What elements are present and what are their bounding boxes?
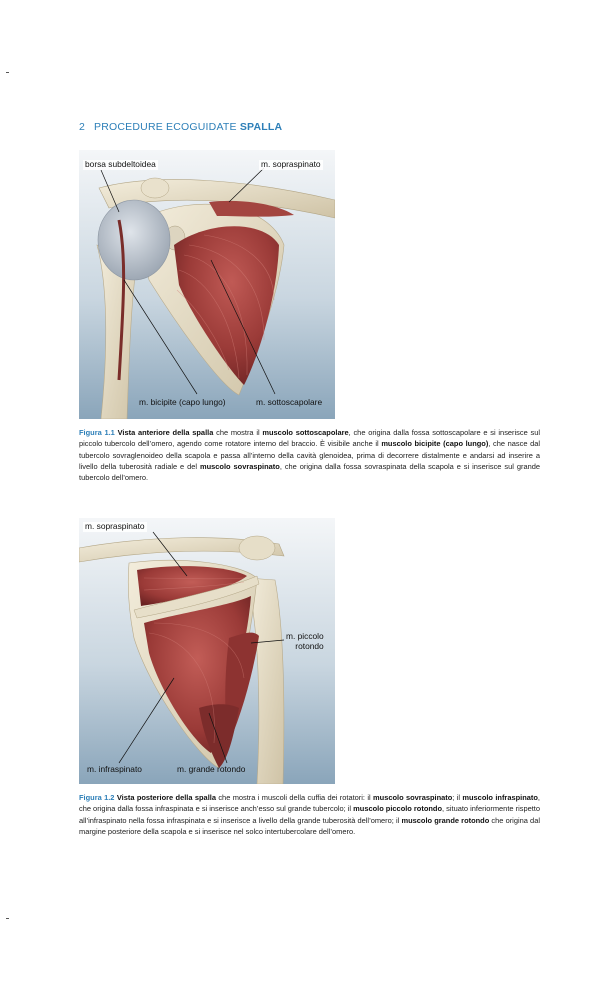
figure2-caption-run: ; il	[452, 793, 463, 802]
page-number: 2	[79, 121, 86, 133]
page-header	[79, 121, 282, 133]
label-supraspinatus-posterior: m. sopraspinato	[85, 521, 145, 531]
figure1-caption-run: , che nasce dal tubercolo sovraglenoideo della scapola e passa all’interno della cavità glenoidea, prima di decorrere distalmente e andarsi ad inserire a livello della tuberosità radiale e del	[79, 439, 541, 471]
figure2-caption-run: , situato inferiormente rispetto all’infraspinato nella fossa infraspinata e si inserisce a livello della grande tuberosità dell’omero; il	[79, 804, 540, 825]
figure1-caption-run: Vista anteriore della spalla	[117, 428, 214, 437]
figure2-caption-run: muscolo piccolo rotondo	[353, 804, 442, 814]
crop-mark-top	[6, 72, 9, 73]
figure2-caption	[79, 792, 540, 837]
figure2-caption-run: che mostra i muscoli della cuffia dei rotatori: il	[215, 793, 374, 802]
figure1-caption-run: muscolo sottoscapolare	[262, 428, 349, 437]
header-prefix: PROCEDURE ECOGUIDATE	[94, 121, 237, 133]
figure-posterior-shoulder	[79, 518, 335, 784]
figure1-caption-run: che mostra il	[213, 428, 263, 437]
figure1-caption-run: , che origina dalla fossa sovraspinata della scapola e si inserisce sul grande tubercolo dell’omero.	[79, 461, 540, 483]
anterior-shoulder-illustration	[79, 150, 335, 419]
figure-anterior-shoulder	[79, 150, 335, 419]
figure2-caption-run: muscolo infraspinato	[462, 793, 538, 802]
figure2-caption-run: Figura 1.2	[79, 793, 117, 802]
figure1-caption	[79, 427, 540, 483]
figure1-caption-run: Figura 1.1	[79, 428, 118, 437]
crop-mark-bottom	[6, 918, 9, 919]
figure2-caption-run: che origina dal margine posteriore della scapola e si inserisce nel solco intertubercolare dell’omero.	[79, 815, 540, 836]
label-subscapularis: m. sottoscapolare	[256, 397, 323, 407]
figure2-caption-run: , che origina dalla fossa infraspinata e si inserisce anch’esso sul grande tubercolo; il	[79, 793, 540, 814]
label-subdeltoid-bursa: borsa subdeltoidea	[85, 159, 156, 169]
figure1-caption-run: , che origina dalla fossa sottoscapolare e si inserisce sul piccolo tubercolo dell’omero, agendo come rotatore interno del braccio. È visibile anche il	[79, 428, 541, 449]
label-teres-minor: m. piccolo rotondo	[286, 631, 324, 651]
label-infraspinatus: m. infraspinato	[87, 764, 142, 774]
figure1-caption-run: muscolo bicipite (capo lungo)	[381, 439, 489, 449]
figure2-caption-run: muscolo sovraspinato	[373, 793, 453, 802]
figure2-caption-run: Vista posteriore della spalla	[116, 793, 216, 802]
label-teres-major: m. grande rotondo	[177, 764, 246, 774]
header-section: SPALLA	[239, 121, 283, 133]
figure1-caption-run: muscolo sovraspinato	[200, 461, 280, 471]
figure2-caption-run: muscolo grande rotondo	[401, 815, 490, 825]
label-biceps-long-head: m. bicipite (capo lungo)	[139, 397, 226, 407]
label-supraspinatus: m. sopraspinato	[261, 159, 321, 169]
